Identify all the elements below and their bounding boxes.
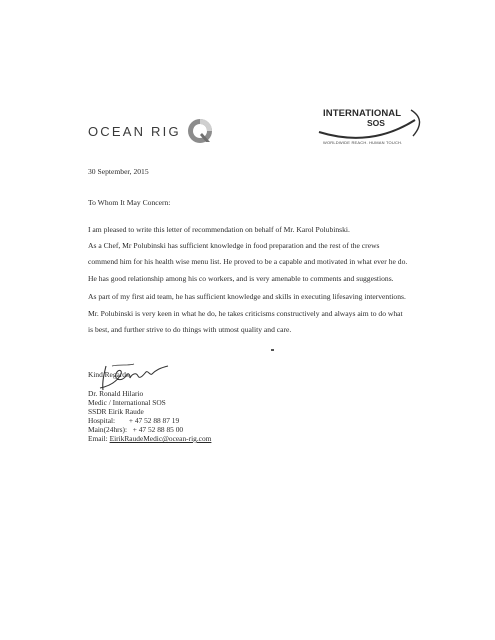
- handwritten-signature-icon: [90, 362, 180, 392]
- international-sos-logo: [315, 108, 427, 148]
- letter-paragraph-line: commend him for his health wise menu list. He proved to be a capable and motivated in what ever he do.: [88, 257, 408, 266]
- ocean-rig-emblem-icon: [187, 118, 213, 144]
- hospital-phone-row: [88, 416, 179, 425]
- sos-logo-line2: SOS: [367, 118, 385, 128]
- letter-paragraph-line: Mr. Polubinski is very keen in what he do, he takes criticisms constructively and always aim to do what: [88, 309, 403, 318]
- signer-title: Medic / International SOS: [88, 398, 166, 407]
- stray-mark: [271, 349, 274, 351]
- signer-unit: SSDR Eirik Raude: [88, 407, 144, 416]
- main-phone-row: [88, 425, 183, 434]
- hospital-label: Hospital:: [88, 416, 116, 425]
- letter-date: 30 September, 2015: [88, 167, 149, 176]
- signer-name: Dr. Ronald Hilario: [88, 389, 144, 398]
- email-row: [88, 434, 211, 443]
- letter-salutation: To Whom It May Concern:: [88, 198, 171, 207]
- letter-paragraph-line: I am pleased to write this letter of recommendation on behalf of Mr. Karol Polubinski.: [88, 225, 350, 234]
- ocean-rig-wordmark: OCEAN RIG: [88, 123, 181, 139]
- sos-logo-line1: INTERNATIONAL: [323, 108, 402, 119]
- hospital-phone: + 47 52 88 87 19: [128, 416, 180, 425]
- closing: Kind Regards,: [88, 370, 131, 379]
- letter-paragraph-line: He has good relationship among his co workers, and is very amenable to comments and suggestions.: [88, 274, 394, 283]
- sos-logo-tagline: WORLDWIDE REACH. HUMAN TOUCH.: [323, 140, 403, 145]
- email-link[interactable]: EirikRaudeMedic@ocean-rig.com: [109, 434, 212, 443]
- main-phone: + 47 52 88 85 00: [132, 425, 184, 434]
- ocean-rig-logo: [88, 118, 213, 144]
- main-label: Main(24hrs):: [88, 425, 127, 434]
- letter-paragraph-line: is best, and further strive to do things with utmost quality and care.: [88, 325, 292, 334]
- email-label: Email:: [88, 434, 108, 443]
- letter-paragraph-line: As part of my first aid team, he has sufficient knowledge and skills in executing lifesaving interventions.: [88, 292, 406, 301]
- letter-paragraph-line: As a Chef, Mr Polubinski has sufficient knowledge in food preparation and the rest of the crews: [88, 241, 380, 250]
